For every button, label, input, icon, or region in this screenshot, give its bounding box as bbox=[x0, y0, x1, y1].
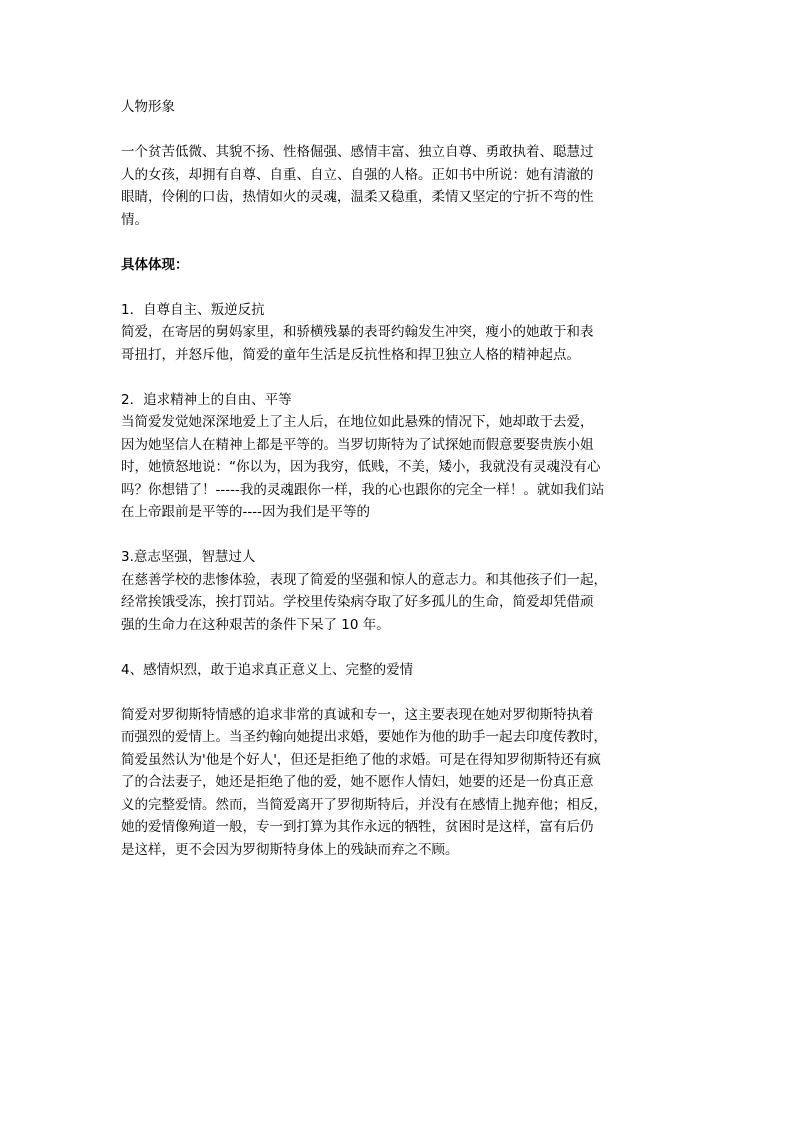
section-4-line: 简爱虽然认为'他是个好人'，但还是拒绝了他的求婚。可是在得知罗彻斯特还有疯 bbox=[121, 751, 601, 768]
section-3 bbox=[121, 546, 687, 636]
intro-line: 一个贫苦低微、其貌不扬、性格倔强、感情丰富、独立自尊、勇敢执着、聪慧过 bbox=[121, 144, 594, 160]
spacer bbox=[121, 119, 687, 142]
section-4-title: 4、感情炽烈，敢于追求真正意义上、完整的爱情 bbox=[121, 661, 414, 678]
section-4-line: 是这样，更不会因为罗彻斯特身体上的残缺而弃之不顾。 bbox=[121, 841, 459, 858]
spacer bbox=[121, 366, 687, 389]
intro-line: 人的女孩，却拥有自尊、自重、自立、自强的人格。正如书中所说：她有清澈的 bbox=[121, 166, 594, 183]
section-heading: 具体体现： bbox=[121, 256, 189, 273]
section-3-title: 3.意志坚强，智慧过人 bbox=[121, 549, 256, 565]
section-4-line: 义的完整爱情。然而，当简爱离开了罗彻斯特后，并没有在感情上抛弃他；相反， bbox=[121, 796, 607, 813]
section-1-title: 1．自尊自主、叛逆反抗 bbox=[121, 301, 265, 318]
intro-line: 眼睛，伶俐的口齿，热情如火的灵魂，温柔又稳重，柔情又坚定的宁折不弯的性 bbox=[121, 189, 594, 205]
spacer bbox=[121, 524, 687, 547]
section-4-line: 她的爱情像殉道一般，专一到打算为其作永远的牺牲，贫困时是这样，富有后仍 bbox=[121, 819, 594, 835]
section-4-line: 简爱对罗彻斯特情感的追求非常的真诚和专一，这主要表现在她对罗彻斯特执着 bbox=[121, 706, 594, 723]
spacer bbox=[121, 681, 687, 704]
section-2-line: 吗？你想错了！-----我的灵魂跟你一样，我的心也跟你的完全一样！。就如我们站 bbox=[121, 481, 605, 498]
section-1-line: 简爱，在寄居的舅妈家里，和骄横残暴的表哥约翰发生冲突，瘦小的她敢于和表 bbox=[121, 324, 594, 340]
section-2-line: 当简爱发觉她深深地爱上了主人后，在地位如此悬殊的情况下，她却敢于去爱， bbox=[121, 414, 594, 430]
section-4-line: 而强烈的爱情上。当圣约翰向她提出求婚，要她作为他的助手一起去印度传教时， bbox=[121, 729, 607, 745]
section-2 bbox=[121, 389, 687, 524]
section-3-line: 在慈善学校的悲惨体验，表现了简爱的坚强和惊人的意志力。和其他孩子们一起， bbox=[121, 571, 607, 588]
spacer bbox=[121, 276, 687, 299]
section-1-line: 哥扭打，并怒斥他，简爱的童年生活是反抗性格和捍卫独立人格的精神起点。 bbox=[121, 346, 580, 363]
doc-title: 人物形象 bbox=[121, 99, 175, 115]
intro-paragraph bbox=[121, 141, 687, 231]
section-1 bbox=[121, 299, 687, 367]
section-2-line: 时，她愤怒地说：“你以为，因为我穷，低贱，不美，矮小，我就没有灵魂没有心 bbox=[121, 459, 601, 475]
section-4-line: 了的合法妻子，她还是拒绝了他的爱，她不愿作人情妇，她要的还是一份真正意 bbox=[121, 774, 594, 790]
intro-line: 情。 bbox=[121, 211, 148, 228]
section-3-line: 经常挨饿受冻，挨打罚站。学校里传染病夺取了好多孤儿的生命，简爱却凭借顽 bbox=[121, 594, 594, 610]
section-3-line: 强的生命力在这种艰苦的条件下呆了 10 年。 bbox=[121, 616, 390, 633]
spacer bbox=[121, 636, 687, 659]
spacer bbox=[121, 231, 687, 254]
document-body bbox=[121, 96, 687, 861]
section-2-line: 在上帝跟前是平等的----因为我们是平等的 bbox=[121, 504, 370, 520]
section-2-title: 2．追求精神上的自由、平等 bbox=[121, 391, 292, 408]
section-4 bbox=[121, 704, 687, 862]
section-2-line: 因为她坚信人在精神上都是平等的。当罗切斯特为了试探她而假意要娶贵族小姐 bbox=[121, 436, 594, 453]
